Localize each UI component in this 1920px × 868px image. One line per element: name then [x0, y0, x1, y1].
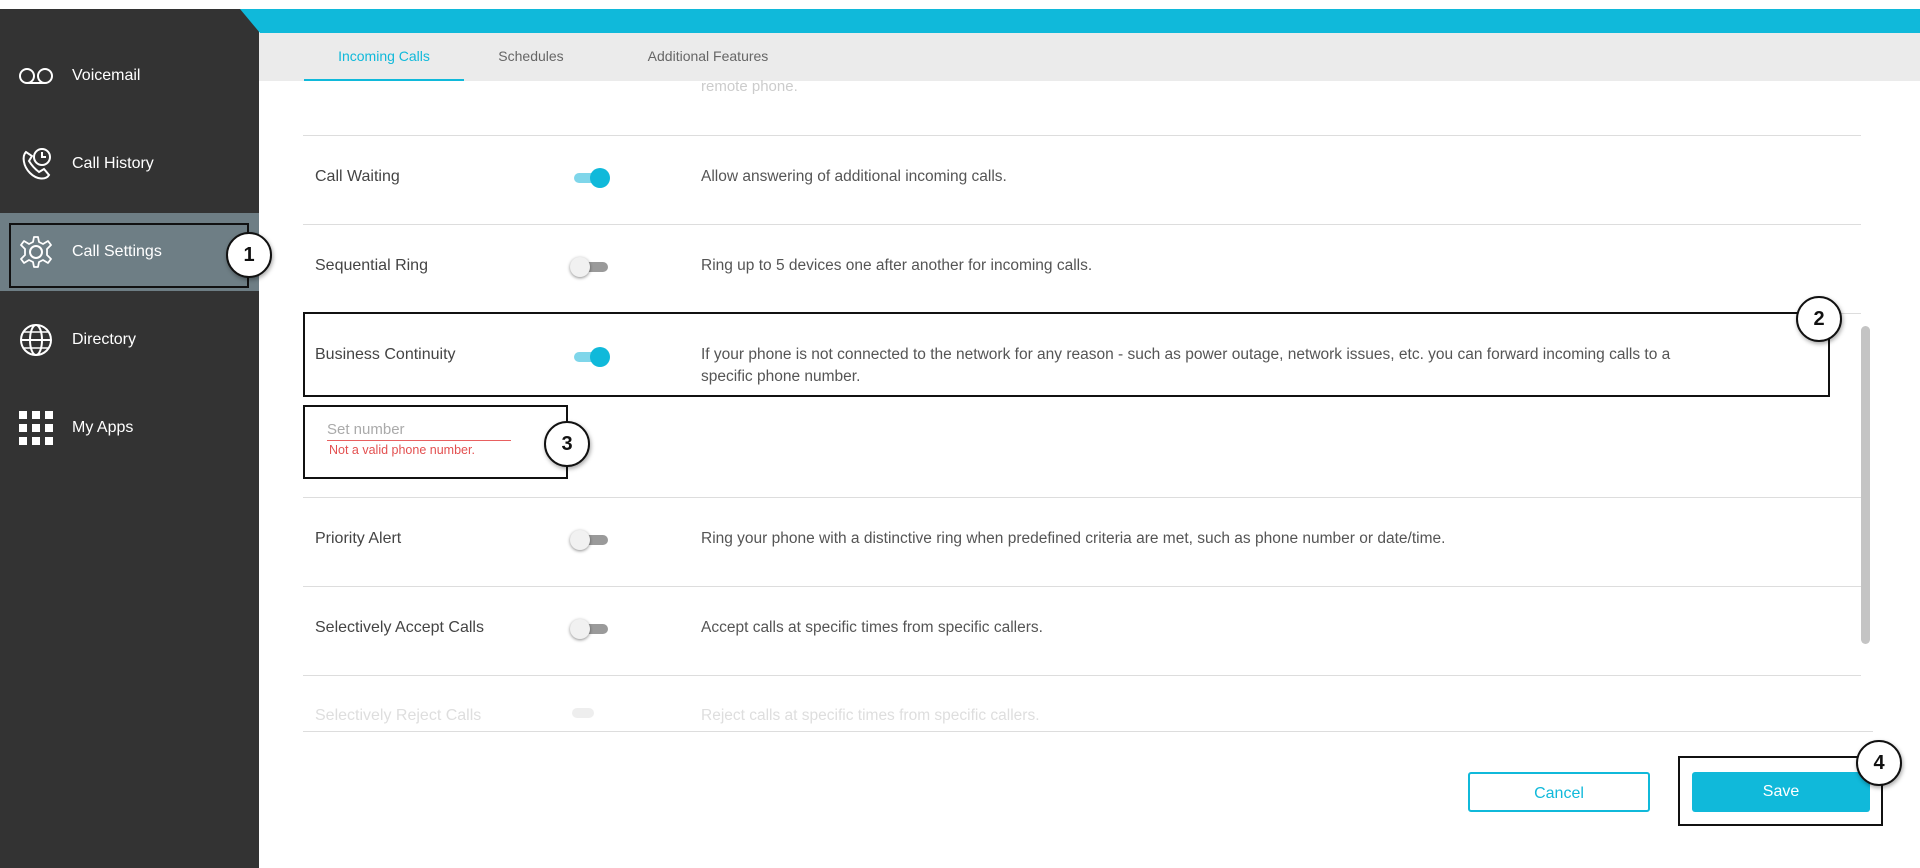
- scroll-clip-region: [303, 676, 1873, 731]
- annotation-badge: 3: [544, 421, 590, 467]
- sidebar: [0, 0, 259, 868]
- setting-label-business-continuity: Business Continuity: [315, 346, 456, 363]
- tab-incoming-calls[interactable]: Incoming Calls: [304, 33, 464, 81]
- content-scrollbar[interactable]: [1861, 326, 1870, 644]
- sidebar-item-label: Call Settings: [72, 243, 162, 260]
- save-button[interactable]: Save: [1692, 772, 1870, 812]
- selectively-reject-toggle[interactable]: [572, 708, 594, 718]
- setting-description-call-waiting: Allow answering of additional incoming calls.: [701, 168, 1007, 185]
- globe-icon: [17, 321, 55, 359]
- setting-label-call-waiting: Call Waiting: [315, 168, 400, 185]
- sidebar-item-voicemail[interactable]: [0, 37, 259, 115]
- tab-bar: [259, 33, 1920, 81]
- tab-additional-features[interactable]: Additional Features: [647, 48, 769, 64]
- selectively-accept-toggle[interactable]: [572, 619, 610, 637]
- annotation-badge: 4: [1856, 740, 1902, 786]
- divider: [303, 224, 1861, 225]
- sequential-ring-toggle[interactable]: [572, 257, 610, 275]
- annotation-box-call-settings: [9, 223, 249, 288]
- setting-label-priority-alert: Priority Alert: [315, 530, 402, 547]
- call-history-icon: [17, 145, 55, 183]
- grid-icon: [17, 409, 55, 447]
- annotation-box-business-continuity: [303, 312, 1830, 397]
- setting-description-selectively-reject: Reject calls at specific times from specific callers.: [701, 707, 1040, 724]
- priority-alert-toggle[interactable]: [572, 530, 610, 548]
- cancel-button[interactable]: Cancel: [1468, 772, 1650, 812]
- call-waiting-toggle[interactable]: [572, 168, 610, 186]
- sidebar-item-label: Voicemail: [72, 67, 141, 84]
- toggle-knob: [570, 530, 590, 550]
- tab-schedules[interactable]: Schedules: [498, 48, 564, 64]
- description-line: specific phone number.: [701, 368, 861, 385]
- list-bottom-border: [303, 731, 1873, 732]
- setting-description-sequential-ring: Ring up to 5 devices one after another for incoming calls.: [701, 257, 1093, 274]
- annotation-badge: 1: [226, 232, 272, 278]
- setting-description-priority-alert: Ring your phone with a distinctive ring when predefined criteria are met, such as phone number or date/time.: [701, 530, 1446, 547]
- annotation-box-phone-input: [303, 405, 568, 479]
- annotation-box-save: [1678, 756, 1883, 826]
- divider: [303, 586, 1861, 587]
- phone-error-message: Not a valid phone number.: [329, 443, 475, 457]
- toggle-knob: [590, 168, 610, 188]
- sidebar-item-call-history[interactable]: [0, 125, 259, 203]
- divider: [303, 497, 1861, 498]
- sidebar-item-label: My Apps: [72, 419, 134, 436]
- sidebar-item-label: Call History: [72, 155, 154, 172]
- annotation-badge: 2: [1796, 296, 1842, 342]
- toggle-knob: [570, 257, 590, 277]
- sidebar-item-label: Directory: [72, 331, 137, 348]
- setting-label-sequential-ring: Sequential Ring: [315, 257, 428, 274]
- setting-label-selectively-accept: Selectively Accept Calls: [315, 619, 484, 636]
- header-accent-bar: [240, 9, 1920, 33]
- sidebar-item-directory[interactable]: [0, 301, 259, 379]
- setting-label-selectively-reject: Selectively Reject Calls: [315, 707, 482, 724]
- description-line: If your phone is not connected to the network for any reason - such as power outage, network issues, etc. you can forward incoming calls to a: [701, 346, 1671, 363]
- divider: [303, 135, 1861, 136]
- partial-description: remote phone.: [701, 78, 798, 95]
- sidebar-top-strip: [0, 0, 259, 9]
- voicemail-icon: [17, 57, 55, 95]
- sidebar-item-my-apps[interactable]: [0, 389, 259, 467]
- toggle-knob: [570, 619, 590, 639]
- setting-description-selectively-accept: Accept calls at specific times from specific callers.: [701, 619, 1043, 636]
